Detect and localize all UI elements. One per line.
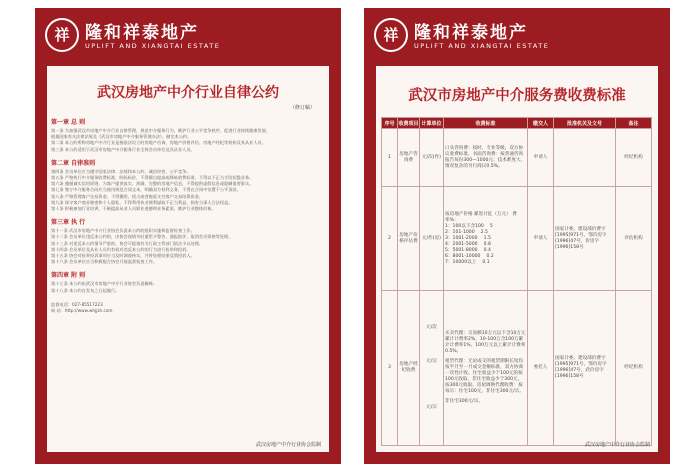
fee-unit bbox=[420, 291, 444, 446]
column-header: 缴交人 bbox=[528, 118, 554, 129]
contact-block bbox=[47, 302, 329, 314]
fee-standard bbox=[444, 291, 528, 446]
poster-header bbox=[35, 8, 341, 66]
brand-name-en: UPLIFT AND XIANGTAI ESTATE bbox=[414, 42, 550, 50]
fee-unit: 元/件(房) bbox=[420, 187, 444, 291]
article-line: 第十五条 协会对检举投诉事项应当及时调查核实，并将处理结果反馈投诉人。 bbox=[51, 253, 195, 259]
tier-rate: 2.5 bbox=[480, 229, 488, 235]
tier-range: 2：101-1000 bbox=[445, 229, 475, 235]
column-header: 序号 bbox=[382, 118, 398, 129]
table-header-row bbox=[382, 118, 652, 129]
article-line: 第八条 严格管理客户交易资金，不得挪用、侵占或者拖延支付客户交易结算资金。 bbox=[51, 193, 204, 199]
poster-sheet bbox=[47, 66, 329, 452]
contact-website[interactable]: 网 站：http://www.whjjzh.com bbox=[51, 308, 113, 314]
article-line: 第十三条 对违反本公约情节严重的，协会可提请有关行政主管部门依法予以处理。 bbox=[51, 240, 204, 246]
tier-range: 4：2001-5000 bbox=[445, 241, 478, 247]
fee-standard-line: 租赁代理：无论成交的租赁期限长短均按半月至一月成交金额标准，双方协商一次性计收。住宅收益少于100元的按100元收取，非住宅收益少于300元，按300元收取。房屋调换代理收费：按每宗：住宅100元，非住宅300元/宗。 bbox=[445, 359, 524, 394]
fee-standard-poster bbox=[364, 8, 670, 464]
table-row bbox=[382, 291, 652, 446]
row-number: 3 bbox=[382, 291, 398, 446]
fee-payer: 申请人 bbox=[528, 129, 554, 187]
article-line: 第十七条 本公约由武汉市房地产中介行业协会负责解释。 bbox=[51, 281, 158, 287]
page-subtitle: （修订稿） bbox=[289, 105, 315, 111]
tier-rate: 1.5 bbox=[483, 235, 491, 241]
article-line: 第二条 本公约所称房地产中介行业是指依法设立的房地产咨询、房地产价格评估、房地产经纪等机构及其从业人员。 bbox=[51, 140, 266, 146]
fee-unit-line: 元/次 bbox=[426, 325, 437, 330]
row-number: 1 bbox=[382, 129, 398, 187]
chapter-heading: 第二章 自律准则 bbox=[51, 159, 96, 167]
contact-phone: 监督电话：027-85517223 bbox=[51, 301, 103, 307]
tier-range: 5：5001-8000 bbox=[445, 247, 478, 253]
chapter-heading: 第三章 执 行 bbox=[51, 219, 86, 227]
poster-footer: 武汉房地产中介行业协会监制 bbox=[584, 442, 650, 448]
fee-remark: 经纪机构 bbox=[616, 129, 652, 187]
fee-item: 房地产价格评估费 bbox=[398, 187, 420, 291]
article-line: 第六条 遵循诚实信用原则，为客户提供真实、准确、完整的房地产信息，不得提供虚假信息或隐瞒重要事实。 bbox=[51, 181, 254, 187]
article-line: 第十条 积极参加行业培训，不断提高从业人员职业道德和业务素质，维护行业整体形象。 bbox=[51, 206, 216, 212]
table-row bbox=[382, 187, 652, 291]
brand-name-en: UPLIFT AND XIANGTAI ESTATE bbox=[85, 42, 221, 50]
column-header: 批准机关及文号 bbox=[554, 118, 616, 129]
article-line: 第十四条 会员单位及从业人员均有权对违反本公约的行为进行检举和投诉。 bbox=[51, 246, 191, 252]
company-logo-icon: 祥 bbox=[374, 18, 408, 52]
column-header: 收费项目 bbox=[398, 118, 420, 129]
tier-rate: 0.1 bbox=[482, 259, 490, 265]
article-line: 第十六条 会员单位应当积极配合协会开展监督检查工作。 bbox=[51, 259, 158, 265]
table-row bbox=[382, 129, 652, 187]
poster-footer: 武汉房地产中介行业协会监制 bbox=[255, 442, 321, 448]
page-title: 武汉房地产中介行业自律公约 bbox=[97, 85, 279, 101]
article-line: 第七条 签订中介服务合同应当使用规范合同文本，明确双方权利义务，不得在合同中设置不公平条款。 bbox=[51, 187, 241, 193]
tier-range: 7：10000以上 bbox=[445, 259, 477, 265]
tier-range: 3：1001-2000 bbox=[445, 235, 478, 241]
chapter-heading: 第四章 附 则 bbox=[51, 272, 86, 280]
column-header: 计算单位 bbox=[420, 118, 444, 129]
fee-item: 房地产咨询费 bbox=[398, 129, 420, 187]
tier-rate: 0.2 bbox=[486, 253, 494, 259]
tier-range: 1：100以下含100 bbox=[445, 223, 484, 229]
tier-rate: 5 bbox=[489, 223, 493, 229]
article-line: 根据国家有关法律法规及《武汉市房地产中介服务管理办法》，制定本公约。 bbox=[51, 134, 192, 140]
row-number: 2 bbox=[382, 187, 398, 291]
fee-payer: 申请人 bbox=[528, 187, 554, 291]
chapter-heading: 第一章 总 则 bbox=[51, 119, 86, 126]
fee-standard-line: 非住宅300元/宗。 bbox=[445, 399, 483, 404]
fee-standard-line: 买卖代理：交易额10万元以下含10万元累计计费率2%，10-100万含100万累计计费率1%，100万元以上累计计费率0.5%。 bbox=[445, 331, 526, 354]
fee-intro: 按房地产价格 累进计征（万元） 费率%： bbox=[445, 211, 517, 223]
fee-remark: 评估机构 bbox=[616, 187, 652, 291]
column-header: 备注 bbox=[616, 118, 652, 129]
article-line: 第十八条 本公约自发布之日起施行。 bbox=[51, 287, 120, 293]
fee-approval: 国家计委、建设部价费字[1995]971号，鄂价房字[1996]47号，价房字[1996]158号 bbox=[554, 187, 616, 291]
poster-sheet bbox=[376, 66, 658, 452]
fee-payer: 委托人 bbox=[528, 291, 554, 446]
company-logo-icon: 祥 bbox=[45, 18, 79, 52]
tier-rate: 0.4 bbox=[483, 247, 491, 253]
fee-approval bbox=[554, 129, 616, 187]
article-line: 第一条 为加强武汉市房地产中介行业自律管理，规范中介服务行为，维护行业公平竞争秩序，促进行业持续健康发展， bbox=[51, 128, 271, 133]
article-line: 第三条 本公约适用于武汉市房地产中介服务行业全体会员单位及其从业人员。 bbox=[51, 146, 195, 152]
column-header: 收费标准 bbox=[444, 118, 528, 129]
tier-rate: 0.8 bbox=[483, 241, 491, 247]
fee-remark: 经纪机构 bbox=[616, 291, 652, 446]
brand-name: 隆和祥泰地产 bbox=[414, 23, 528, 43]
tier-range: 6：8001-10000 bbox=[445, 253, 481, 259]
self-discipline-poster bbox=[35, 8, 341, 464]
poster-header bbox=[364, 8, 670, 66]
fee-unit-line: 元/宗 bbox=[426, 359, 437, 364]
fee-item: 房地产经纪收费 bbox=[398, 291, 420, 446]
article-line: 第九条 保守客户商业秘密和个人隐私，不得利用执业便利谋取不正当利益，损害当事人合法权益。 bbox=[51, 199, 233, 205]
fee-approval: 国家计委、建设部价费字[1995]971号，鄂价房字[1996]47号，武价房字[1996]158号 bbox=[554, 291, 616, 446]
fee-standard bbox=[444, 187, 528, 291]
article-line: 第十二条 会员单位违反本公约的，由协会视情节轻重给予警告、通报批评、取消会员资格等处理。 bbox=[51, 234, 233, 240]
article-line: 第四条 会员单位应当遵守国家法律、法规和本公约，诚信经营，公平竞争。 bbox=[51, 168, 191, 174]
fee-table bbox=[381, 117, 652, 446]
page-title: 武汉市房地产中介服务费收费标准 bbox=[408, 88, 626, 104]
fee-unit: 元/次(件) bbox=[420, 129, 444, 187]
fee-unit-line: 元/宗 bbox=[426, 405, 437, 410]
fee-standard: 口头咨询费：按时、专业等级、双方协议收费标准，书面咨询费：按普通咨询报告每份300—1000元；技术难度大、情况复杂的另行商议0.5%。 bbox=[444, 129, 528, 187]
brand-name: 隆和祥泰地产 bbox=[85, 23, 199, 43]
article-line: 第五条 严格执行中介服务收费标准，明码标价，不得擅自提高或降低收费标准，不得以不正当手段招揽业务。 bbox=[51, 175, 254, 181]
article-line: 第十一条 武汉市房地产中介行业协会负责本公约的组织实施和监督检查工作。 bbox=[51, 228, 195, 234]
fee-tier bbox=[445, 260, 526, 266]
